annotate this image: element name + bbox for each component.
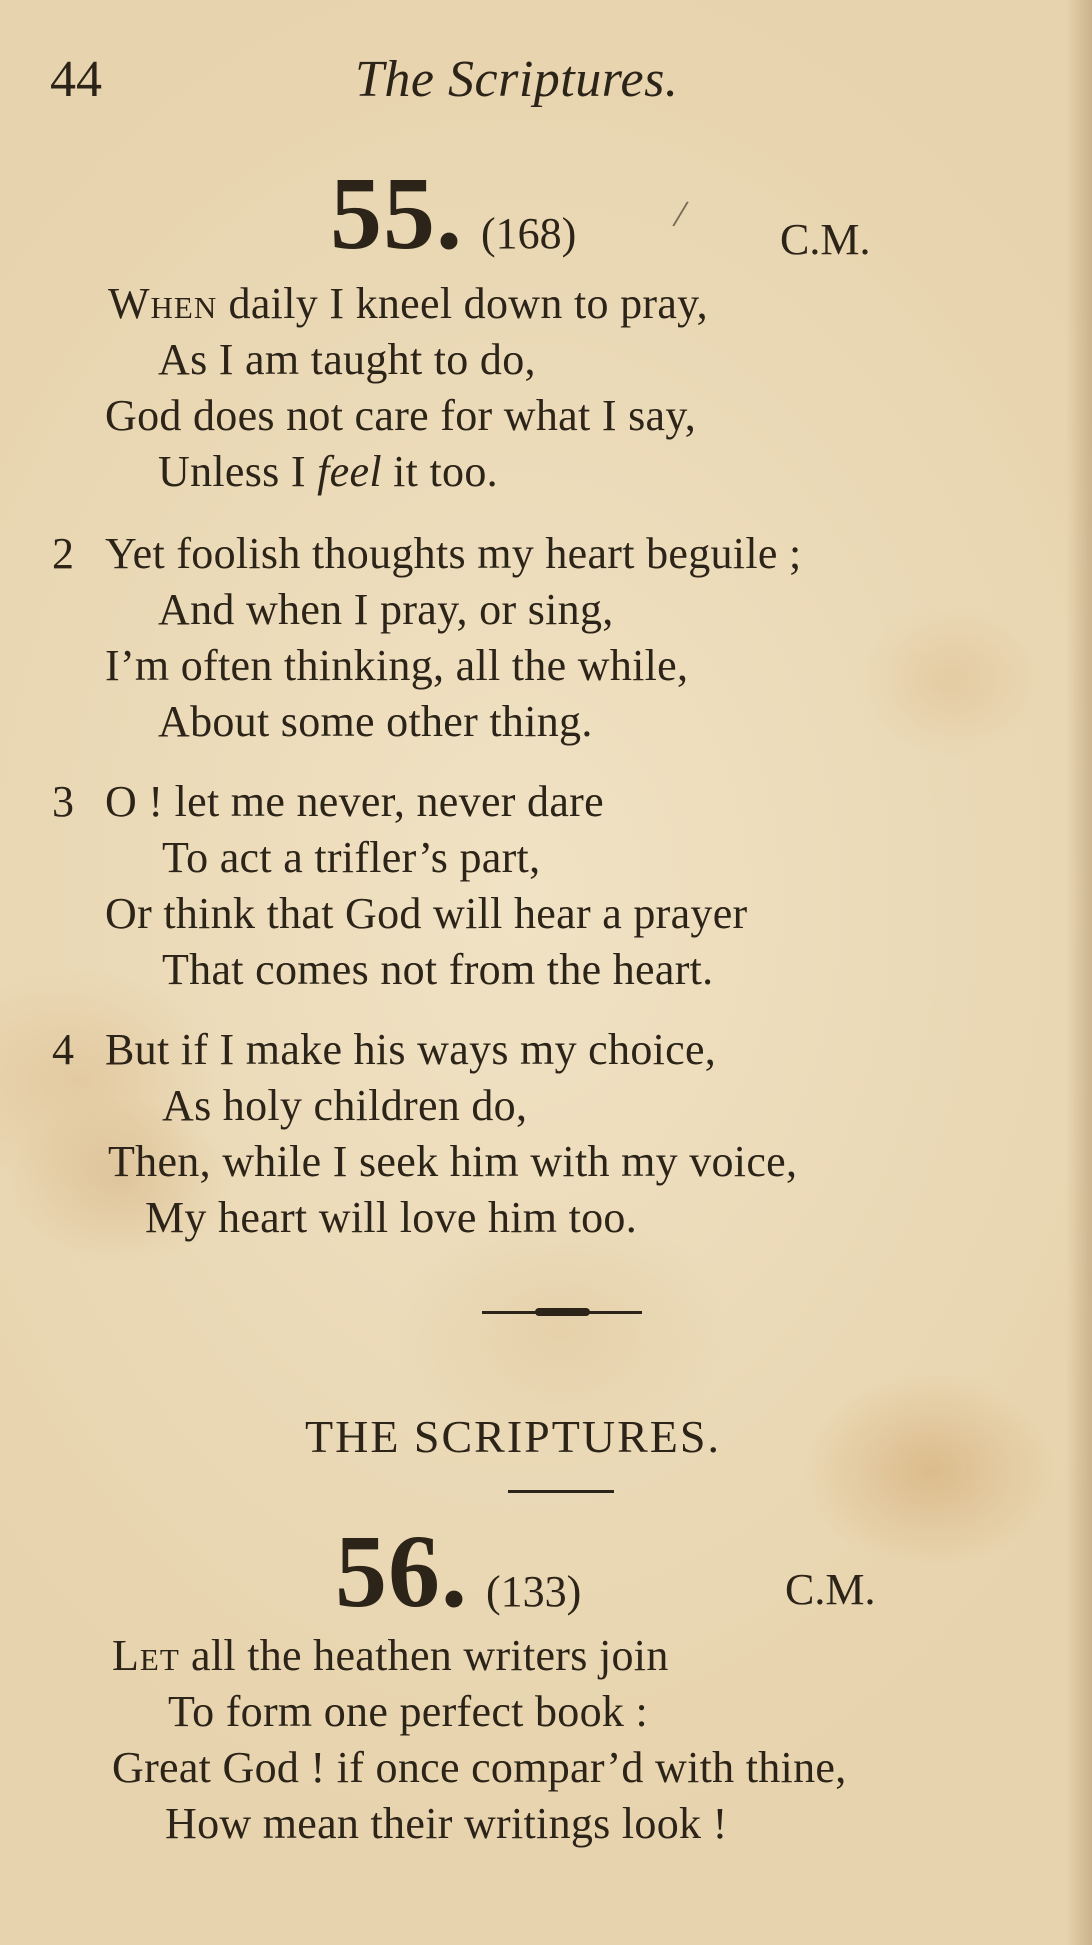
verse-line: Then, while I seek him with my voice, (108, 1137, 798, 1186)
verse-line: How mean their writings look ! (165, 1799, 728, 1848)
pencil-mark: / (670, 190, 691, 237)
verse-line: Or think that God will hear a prayer (105, 889, 748, 938)
hymn-number: 55. (330, 156, 463, 271)
verse-text: Unless I (158, 447, 318, 496)
verse-line: As I am taught to do, (158, 335, 536, 384)
verse-line: And when I pray, or sing, (158, 585, 614, 634)
running-title: The Scriptures. (355, 51, 679, 108)
hymn-meter: C.M. (785, 1565, 876, 1614)
hymn-reference: (168) (481, 209, 577, 258)
verse-line (108, 278, 708, 329)
verse-line: I’m often thinking, all the while, (105, 641, 689, 690)
verse-line: As holy children do, (162, 1081, 528, 1130)
hymn-reference: (133) (486, 1567, 582, 1616)
verse-number: 3 (52, 777, 74, 826)
verse-line: Yet foolish thoughts my heart beguile ; (105, 529, 802, 578)
verse-line (158, 446, 498, 497)
page-number: 44 (50, 51, 102, 108)
hymn-number: 56. (335, 1514, 468, 1629)
verse-line: God does not care for what I say, (105, 391, 697, 440)
verse-emphasis: feel (317, 447, 382, 496)
section-title-text: THE SCRIPTURES. (305, 1411, 721, 1462)
verse-line: To form one perfect book : (168, 1687, 649, 1736)
page-edge-shadow (1066, 0, 1092, 1945)
verse-line: My heart will love him too. (145, 1193, 638, 1242)
verse-line: To act a trifler’s part, (162, 833, 541, 882)
verse-lead-word: Let (112, 1631, 180, 1680)
verse-lead-word: When (108, 279, 218, 328)
hymn-meter: C.M. (780, 215, 871, 264)
verse-line: Great God ! if once compar’d with thine, (112, 1743, 847, 1792)
verse-number: 2 (52, 529, 74, 578)
verse-line: About some other thing. (158, 697, 593, 746)
verse-number: 4 (52, 1025, 74, 1074)
verse-line: But if I make his ways my choice, (105, 1025, 717, 1074)
hymn-55-heading (330, 156, 577, 271)
verse-line (112, 1630, 669, 1681)
verse-text: daily I kneel down to pray, (217, 279, 708, 328)
section-rule (508, 1490, 614, 1493)
ornamental-divider-center (535, 1308, 590, 1316)
verse-line: O ! let me never, never dare (105, 777, 604, 826)
verse-text: all the heathen writers join (179, 1631, 669, 1680)
verse-line: That comes not from the heart. (162, 945, 714, 994)
hymn-56-heading (335, 1514, 582, 1629)
verse-text: it too. (381, 447, 498, 496)
